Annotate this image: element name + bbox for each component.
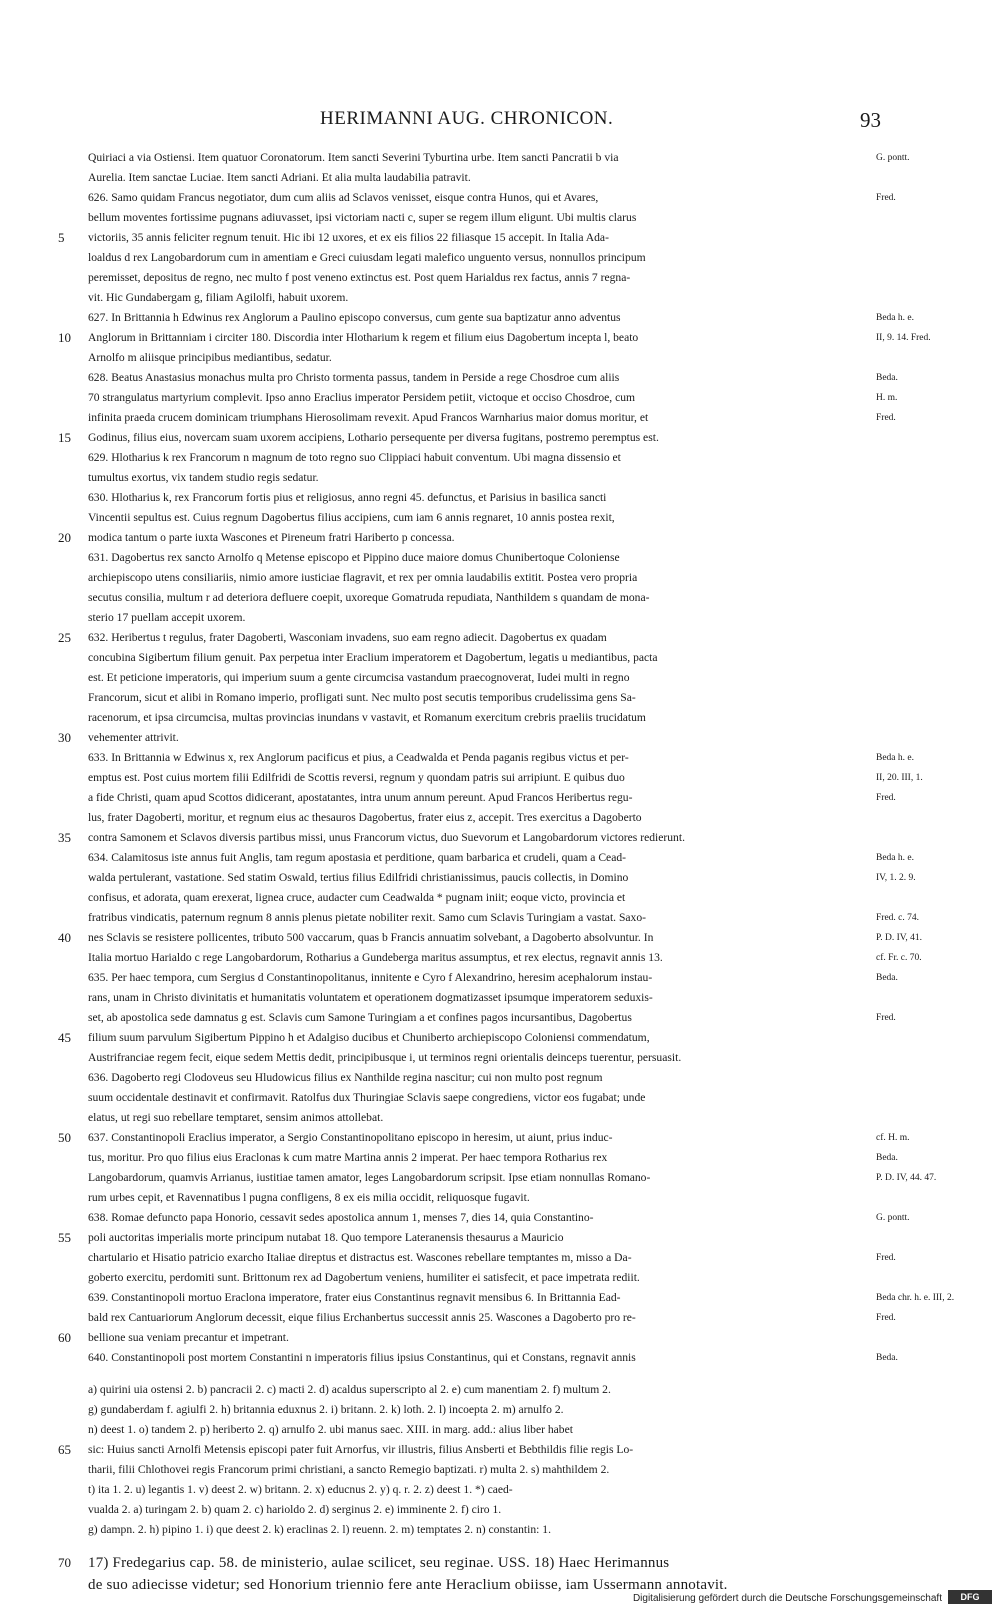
line-number: 65 bbox=[58, 1442, 71, 1457]
body-line bbox=[0, 868, 1000, 888]
body-text: concubina Sigibertum filium genuit. Pax perpetua inter Eraclium imperatorem et Dagobertum, legatis u mediantibus, pacta bbox=[88, 651, 658, 664]
body-text: 627. In Brittannia h Edwinus rex Anglorum a Paulino episcopo conversus, cum gente sua baptizatur anno adventus bbox=[88, 311, 621, 324]
body-text: rans, unam in Christo divinitatis et humanitatis voluntatem et operationem dogmatizasset ipsumque imperatorem seduxis- bbox=[88, 991, 653, 1004]
body-line bbox=[0, 708, 1000, 728]
note-line bbox=[0, 1420, 1000, 1440]
body-line bbox=[0, 1328, 1000, 1348]
margin-reference: Fred. bbox=[876, 1253, 896, 1263]
body-line bbox=[0, 1048, 1000, 1068]
body-text: Italia mortuo Harialdo c rege Langobardorum, Rotharius a Gundeberga maritus assumptus, et rex electus, regnavit annis 13. bbox=[88, 951, 663, 964]
margin-reference: Fred. bbox=[876, 413, 896, 423]
margin-reference: II, 9. 14. Fred. bbox=[876, 333, 931, 343]
line-number: 5 bbox=[58, 230, 65, 245]
line-number: 10 bbox=[58, 330, 71, 345]
body-line bbox=[0, 148, 1000, 168]
margin-reference: G. pontt. bbox=[876, 153, 910, 163]
line-number: 70 bbox=[58, 1555, 71, 1570]
body-line bbox=[0, 248, 1000, 268]
line-number: 40 bbox=[58, 930, 71, 945]
body-text: secutus consilia, multum r ad deteriora defluere coepit, uxoreque Gomatruda repudiata, Nanthildem s quandam de mona- bbox=[88, 591, 650, 604]
body-line bbox=[0, 208, 1000, 228]
body-line bbox=[0, 808, 1000, 828]
body-text: chartulario et Hisatio patricio exarcho Italiae direptus et distractus est. Wascones rebellare temptantes m, misso a Da- bbox=[88, 1251, 632, 1264]
body-text: emptus est. Post cuius mortem filii Edilfridi de Scottis reversi, regnum y quondam patris sui arripiunt. E quibus duo bbox=[88, 771, 625, 784]
body-line bbox=[0, 828, 1000, 848]
body-line bbox=[0, 628, 1000, 648]
body-line bbox=[0, 268, 1000, 288]
body-line bbox=[0, 1108, 1000, 1128]
body-text: Anglorum in Brittanniam i circiter 180. Discordia inter Hlotharium k regem et filium eius Dagobertum incepta l, beato bbox=[88, 331, 639, 344]
note-text: t) ita 1. 2. u) legantis 1. v) deest 2. w) britann. 2. x) educnus 2. y) q. r. 2. z) deest 1. *) caed- bbox=[88, 1483, 513, 1496]
note-line bbox=[0, 1480, 1000, 1500]
body-line bbox=[0, 988, 1000, 1008]
body-line bbox=[0, 548, 1000, 568]
chronicle-body bbox=[0, 148, 1000, 1368]
margin-reference: Fred. bbox=[876, 793, 896, 803]
footnote-text: 17) Fredegarius cap. 58. de ministerio, aulae scilicet, seu reginae. USS. 18) Haec Herimannus bbox=[88, 1555, 670, 1571]
body-text: poli auctoritas imperialis morte principum nutabat 18. Quo tempore Lateranensis thesaurus a Mauricio bbox=[88, 1231, 564, 1244]
body-text: elatus, ut regi suo rebellare temptaret, sensim animos attollebat. bbox=[88, 1111, 384, 1124]
body-line bbox=[0, 908, 1000, 928]
body-text: contra Samonem et Sclavos diversis partibus missi, unus Francorum victus, duo Suevorum et Langobardorum victores redierunt. bbox=[88, 831, 685, 844]
body-text: 638. Romae defuncto papa Honorio, cessavit sedes apostolica annum 1, menses 7, dies 14, quia Constantino- bbox=[88, 1211, 594, 1224]
margin-reference: cf. H. m. bbox=[876, 1133, 910, 1143]
body-line bbox=[0, 428, 1000, 448]
body-text: 628. Beatus Anastasius monachus multa pro Christo tormenta passus, tandem in Perside a rege Chosdroe cum aliis bbox=[88, 371, 620, 384]
line-number: 20 bbox=[58, 530, 71, 545]
body-text: Francorum, sicut et alibi in Romano imperio, profligati sunt. Nec multo post secutis temporibus crudelissima gens Sa- bbox=[88, 691, 636, 704]
note-text: g) dampn. 2. h) pipino 1. i) que deest 2. k) eraclinas 2. l) reuenn. 2. m) temptates 2. n) constantin: 1. bbox=[88, 1523, 551, 1536]
line-number: 60 bbox=[58, 1330, 71, 1345]
margin-reference: Fred. bbox=[876, 193, 896, 203]
body-line bbox=[0, 1268, 1000, 1288]
body-line bbox=[0, 468, 1000, 488]
body-line bbox=[0, 1008, 1000, 1028]
body-text: 632. Heribertus t regulus, frater Dagoberti, Wasconiam invadens, suo eam regno adiecit. Dagobertus ex quadam bbox=[88, 631, 607, 644]
body-text: 630. Hlotharius k, rex Francorum fortis pius et religiosus, anno regni 45. defunctus, et Parisius in basilica sancti bbox=[88, 491, 607, 504]
line-number: 50 bbox=[58, 1130, 71, 1145]
body-text: Austrifranciae regem fecit, eique sedem Mettis dedit, principibusque i, ut terminos regni orientalis deinceps tuerentur, persuasit. bbox=[88, 1051, 682, 1064]
body-line bbox=[0, 1208, 1000, 1228]
body-line bbox=[0, 848, 1000, 868]
margin-reference: Beda h. e. bbox=[876, 753, 914, 763]
note-text: a) quirini uia ostensi 2. b) pancracii 2. c) macti 2. d) acaldus superscripto al 2. e) cum manentiam 2. f) multum 2. bbox=[88, 1383, 611, 1396]
body-text: est. Et peticione imperatoris, qui imperium suum a gente circumcisa vastandum praecognoverat, Iudei multi in regno bbox=[88, 671, 630, 684]
body-line bbox=[0, 488, 1000, 508]
body-text: goberto exercitu, perdomiti sunt. Brittonum rex ad Dagobertum veniens, humiliter ei satisfecit, et pace impetrata rediit. bbox=[88, 1271, 640, 1284]
line-number: 15 bbox=[58, 430, 71, 445]
note-text: sic: Huius sancti Arnolfi Metensis episcopi pater fuit Arnorfus, vir illustris, filius Ansberti et Bebthildis filie regis Lo- bbox=[88, 1443, 634, 1456]
body-line bbox=[0, 1188, 1000, 1208]
body-text: 626. Samo quidam Francus negotiator, dum cum aliis ad Sclavos venisset, eisque contra Hunos, qui et Avares, bbox=[88, 191, 599, 204]
body-line bbox=[0, 1168, 1000, 1188]
page-header bbox=[0, 108, 1000, 138]
body-line bbox=[0, 568, 1000, 588]
note-line bbox=[0, 1440, 1000, 1460]
dfg-logo: DFG bbox=[948, 1590, 992, 1604]
note-line bbox=[0, 1500, 1000, 1520]
body-line bbox=[0, 288, 1000, 308]
body-line bbox=[0, 1308, 1000, 1328]
body-line bbox=[0, 368, 1000, 388]
body-text: fratribus vindicatis, paternum regnum 8 annis plenus pietate nobiliter rexit. Samo cum Sclavis Turingiam a vastat. Saxo- bbox=[88, 911, 647, 924]
body-line bbox=[0, 688, 1000, 708]
variant-notes bbox=[0, 1380, 1000, 1540]
body-line bbox=[0, 1128, 1000, 1148]
body-text: 634. Calamitosus iste annus fuit Anglis, tam regum apostasia et perditione, quam barbarica et crudeli, quam a Cead- bbox=[88, 851, 626, 864]
note-text: g) gundaberdam f. agiulfi 2. h) britannia eduxnus 2. i) britann. 2. k) loth. 2. l) incoepta 2. m) arnulfo 2. bbox=[88, 1403, 564, 1416]
footer-bar bbox=[0, 1586, 1000, 1604]
body-text: set, ab apostolica sede damnatus g est. Sclavis cum Samone Turingiam a et confines pagos incursantibus, Dagobertus bbox=[88, 1011, 632, 1024]
margin-reference: Beda h. e. bbox=[876, 313, 914, 323]
body-line bbox=[0, 308, 1000, 328]
body-text: suum occidentale destinavit et confirmavit. Ratolfus dux Thuringiae Sclavis saepe congrediens, victor eos fugabat; unde bbox=[88, 1091, 646, 1104]
footnote-text: de suo adiecisse videtur; sed Honorium triennio fere ante Heraclium obiisse, iam Ussermann annotavit. bbox=[88, 1577, 728, 1593]
note-line bbox=[0, 1460, 1000, 1480]
body-text: tus, moritur. Pro quo filius eius Eraclonas k cum matre Martina annis 2 imperat. Per haec tempora Rotharius rex bbox=[88, 1151, 608, 1164]
margin-reference: Beda chr. h. e. III, 2. bbox=[876, 1293, 955, 1303]
body-line bbox=[0, 788, 1000, 808]
body-line bbox=[0, 648, 1000, 668]
body-line bbox=[0, 948, 1000, 968]
body-text: infinita praeda crucem dominicam triumphans Hierosolimam revexit. Apud Francos Warnharius maior domus moritur, et bbox=[88, 411, 649, 424]
body-text: rum urbes cepit, et Ravennatibus l pugna confligens, 8 ex eis milia occidit, reliquosque fugavit. bbox=[88, 1191, 530, 1204]
body-line bbox=[0, 1228, 1000, 1248]
body-text: walda pertulerant, vastatione. Sed statim Oswald, tertius filius Edilfridi christianissimus, paucis collectis, in Domino bbox=[88, 871, 629, 884]
body-line bbox=[0, 1068, 1000, 1088]
footer-credit: Digitalisierung gefördert durch die Deutsche Forschungsgemeinschaft bbox=[632, 1593, 942, 1604]
body-line bbox=[0, 1148, 1000, 1168]
body-line bbox=[0, 188, 1000, 208]
body-line bbox=[0, 588, 1000, 608]
note-line bbox=[0, 1400, 1000, 1420]
body-text: nes Sclavis se resistere pollicentes, tributo 500 vaccarum, quas b Francis annuatim solvebant, a Dagoberto absolvuntur. In bbox=[88, 931, 654, 944]
body-text: 637. Constantinopoli Eraclius imperator, a Sergio Constantinopolitano episcopo in heresim, ut aiunt, prius induc- bbox=[88, 1131, 613, 1144]
note-text: tharii, filii Chlothovei regis Francorum primi christiani, a sancto Remegio baptizati. r) multa 2. s) mahthildem 2. bbox=[88, 1463, 610, 1476]
body-line bbox=[0, 608, 1000, 628]
line-number: 30 bbox=[58, 730, 71, 745]
body-line bbox=[0, 528, 1000, 548]
body-text: 629. Hlotharius k rex Francorum n magnum de toto regno suo Clippiaci habuit conventum. Ubi magna dissensio et bbox=[88, 451, 621, 464]
margin-reference: Beda. bbox=[876, 373, 898, 383]
body-text: Vincentii sepultus est. Cuius regnum Dagobertus filius accipiens, cum iam 6 annis regnaret, 10 annis postea rexit, bbox=[88, 511, 615, 524]
margin-reference: Beda. bbox=[876, 1353, 898, 1363]
body-line bbox=[0, 408, 1000, 428]
body-line bbox=[0, 1028, 1000, 1048]
body-text: Langobardorum, quamvis Arrianus, iustitiae tamen amator, leges Langobardorum scripsit. Ipse etiam nonnullas Romano- bbox=[88, 1171, 651, 1184]
body-text: vit. Hic Gundabergam g, filiam Agilolfi, habuit uxorem. bbox=[88, 291, 349, 304]
margin-reference: cf. Fr. c. 70. bbox=[876, 953, 922, 963]
running-title: HERIMANNI AUG. CHRONICON. bbox=[320, 108, 614, 129]
margin-reference: Fred. bbox=[876, 1313, 896, 1323]
body-line bbox=[0, 928, 1000, 948]
margin-reference: IV, 1. 2. 9. bbox=[876, 873, 916, 883]
page-number: 93 bbox=[860, 108, 881, 132]
body-line bbox=[0, 1248, 1000, 1268]
body-line bbox=[0, 328, 1000, 348]
body-text: filium suum parvulum Sigibertum Pippino h et Adalgiso ducibus et Chuniberto archiepiscopo Coloniensi commendatum, bbox=[88, 1031, 650, 1044]
body-text: 639. Constantinopoli mortuo Eraclona imperatore, frater eius Constantinus regnavit mensibus 6. In Brittannia Ead- bbox=[88, 1291, 621, 1304]
body-line bbox=[0, 1288, 1000, 1308]
margin-reference: II, 20. III, 1. bbox=[876, 773, 923, 783]
body-text: archiepiscopo utens consiliariis, nimio amore iusticiae flagravit, et rex per omnia laudabilis extitit. Postea vero propria bbox=[88, 571, 638, 584]
note-line bbox=[0, 1380, 1000, 1400]
body-text: Aurelia. Item sanctae Luciae. Item sancti Adriani. Et alia multa laudabilia patravit. bbox=[88, 171, 471, 184]
body-text: 640. Constantinopoli post mortem Constantini n imperatoris filius ipsius Constantinus, qui et Constans, regnavit annis bbox=[88, 1351, 636, 1364]
body-line bbox=[0, 728, 1000, 748]
body-text: 633. In Brittannia w Edwinus x, rex Anglorum pacificus et pius, a Ceadwalda et Penda paganis regibus victus et per- bbox=[88, 751, 629, 764]
note-line bbox=[0, 1520, 1000, 1540]
margin-reference: G. pontt. bbox=[876, 1213, 910, 1223]
margin-reference: Fred. bbox=[876, 1013, 896, 1023]
note-text: n) deest 1. o) tandem 2. p) heriberto 2. q) arnulfo 2. ubi manus saec. XIII. in marg. add.: alius liber habet bbox=[88, 1423, 573, 1436]
note-text: vualda 2. a) turingam 2. b) quam 2. c) harioldo 2. d) serginus 2. e) imminente 2. f) ciro 1. bbox=[88, 1503, 502, 1516]
margin-reference: Beda. bbox=[876, 973, 898, 983]
margin-reference: P. D. IV, 41. bbox=[876, 933, 923, 943]
body-line bbox=[0, 668, 1000, 688]
line-number: 35 bbox=[58, 830, 71, 845]
footnote-line bbox=[0, 1552, 1000, 1574]
body-text: 631. Dagobertus rex sancto Arnolfo q Metense episcopo et Pippino duce maiore domus Chunibertoque Coloniense bbox=[88, 551, 620, 564]
body-text: Godinus, filius eius, novercam suam uxorem accipiens, Lothario persequente per diversa fugitans, postremo peremptus est. bbox=[88, 431, 659, 444]
body-line bbox=[0, 168, 1000, 188]
body-text: loaldus d rex Langobardorum cum in amentiam e Greci cuiusdam legati malefico unguento versus, nonnullos principum bbox=[88, 251, 646, 264]
body-text: 636. Dagoberto regi Clodoveus seu Hludowicus filius ex Nanthilde regina nascitur; cui non multo post regnum bbox=[88, 1071, 603, 1084]
line-number: 45 bbox=[58, 1030, 71, 1045]
body-text: a fide Christi, quam apud Scottos didicerant, apostatantes, intra unum annum pereunt. Apud Francos Heribertus regu- bbox=[88, 791, 633, 804]
body-line bbox=[0, 968, 1000, 988]
body-text: Arnolfo m aliisque principibus mediantibus, sedatur. bbox=[88, 351, 332, 364]
body-line bbox=[0, 748, 1000, 768]
body-text: Quiriaci a via Ostiensi. Item quatuor Coronatorum. Item sancti Severini Tyburtina urbe. Item sancti Pancratii b via bbox=[88, 151, 619, 164]
body-text: 70 strangulatus martyrium complevit. Ipso anno Eraclius imperator Persidem petiit, victoque et occiso Chosdroe, cum bbox=[88, 391, 636, 404]
body-text: sterio 17 puellam accepit uxorem. bbox=[88, 611, 246, 624]
body-text: lus, frater Dagoberti, moritur, et regnum eius ac thesauros Dagobertus, frater eius z, accepit. Tres exercitus a Dagoberto bbox=[88, 811, 642, 824]
body-text: peremisset, depositus de regno, nec multo f post veneno extinctus est. Post quem Harialdus rex factus, annis 7 regna- bbox=[88, 271, 631, 284]
body-text: confisus, et adorata, quam erexerat, lignea cruce, audacter cum Ceadwalda * pugnam iniit; eoque victo, provincia et bbox=[88, 891, 626, 904]
body-text: bald rex Cantuariorum Anglorum decessit, eique filius Erchanbertus successit annis 25. Wascones a Dagoberto pro re- bbox=[88, 1311, 636, 1324]
line-number: 55 bbox=[58, 1230, 71, 1245]
body-line bbox=[0, 888, 1000, 908]
body-line bbox=[0, 348, 1000, 368]
body-text: bellum moventes fortissime pugnans adiuvasset, ipsi victoriam nacti c, super se regem illum eligunt. Ubi multis clarus bbox=[88, 211, 637, 224]
body-line bbox=[0, 1088, 1000, 1108]
margin-reference: P. D. IV, 44. 47. bbox=[876, 1173, 937, 1183]
body-line bbox=[0, 508, 1000, 528]
body-line bbox=[0, 388, 1000, 408]
body-text: victoriis, 35 annis feliciter regnum tenuit. Hic ibi 12 uxores, et ex eis filios 22 filiasque 15 accepit. In Italia Ada- bbox=[88, 231, 609, 244]
body-line bbox=[0, 228, 1000, 248]
body-text: racenorum, et ipsa circumcisa, multas provincias inundans v vastavit, et Romanum exercitum crebris praeliis trucidatum bbox=[88, 711, 646, 724]
body-text: modica tantum o parte iuxta Wascones et Pireneum fratri Hariberto p concessa. bbox=[88, 531, 455, 544]
body-text: bellione sua veniam precantur et impetrant. bbox=[88, 1331, 289, 1344]
body-line bbox=[0, 1348, 1000, 1368]
body-text: tumultus exortus, vix tandem studio regis sedatur. bbox=[88, 471, 319, 484]
margin-reference: Fred. c. 74. bbox=[876, 913, 920, 923]
body-line bbox=[0, 768, 1000, 788]
body-line bbox=[0, 448, 1000, 468]
body-text: 635. Per haec tempora, cum Sergius d Constantinopolitanus, innitente e Cyro f Alexandrino, heresim acephalorum instau- bbox=[88, 971, 653, 984]
margin-reference: Beda. bbox=[876, 1153, 898, 1163]
main-text bbox=[0, 148, 1000, 1596]
margin-reference: H. m. bbox=[876, 393, 898, 403]
margin-reference: Beda h. e. bbox=[876, 853, 914, 863]
line-number: 25 bbox=[58, 630, 71, 645]
body-text: vehementer attrivit. bbox=[88, 731, 179, 744]
